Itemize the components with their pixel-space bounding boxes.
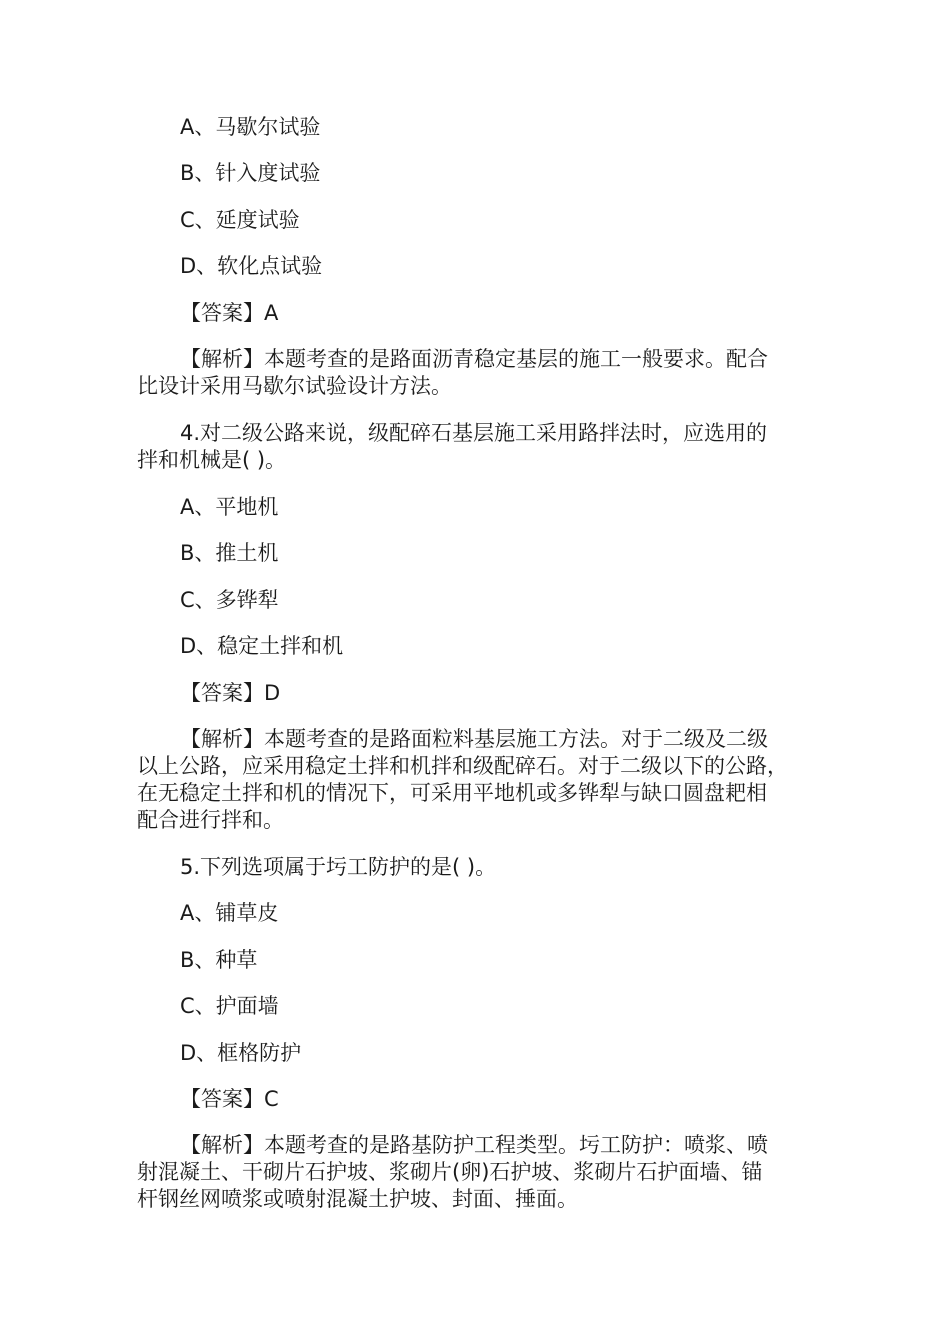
option-c: C、多铧犁: [180, 588, 279, 612]
analysis: [137, 346, 817, 400]
option-c: C、延度试验: [180, 208, 300, 232]
option-a: A、铺草皮: [180, 901, 279, 925]
question-stem: 5.下列选项属于圬工防护的是( )。: [180, 855, 497, 879]
analysis-line: 【解析】本题考查的是路面粒料基层施工方法。对于二级及二级: [180, 727, 768, 751]
answer: 【答案】A: [180, 301, 279, 325]
option-d: D、软化点试验: [180, 254, 323, 278]
analysis-line: 杆钢丝网喷浆或喷射混凝土护坡、封面、捶面。: [137, 1187, 578, 1211]
analysis-line: 【解析】本题考查的是路基防护工程类型。圬工防护：喷浆、喷: [180, 1133, 768, 1157]
answer: 【答案】D: [180, 681, 281, 705]
option-d: D、框格防护: [180, 1041, 302, 1065]
question-stem-line: 拌和机械是( )。: [137, 448, 287, 472]
option-a: A、平地机: [180, 495, 279, 519]
question-stem-line: 4.对二级公路来说，级配碎石基层施工采用路拌法时，应选用的: [180, 421, 768, 445]
option-b: B、种草: [180, 948, 258, 972]
analysis-line: 【解析】本题考查的是路面沥青稳定基层的施工一般要求。配合: [180, 347, 768, 371]
analysis-line: 配合进行拌和。: [137, 808, 284, 832]
analysis-line: 射混凝土、干砌片石护坡、浆砌片(卵)石护坡、浆砌片石护面墙、锚: [137, 1160, 763, 1184]
analysis-line: 比设计采用马歇尔试验设计方法。: [137, 374, 452, 398]
option-b: B、推土机: [180, 541, 279, 565]
option-c: C、护面墙: [180, 994, 279, 1018]
analysis: [137, 1132, 817, 1213]
answer: 【答案】C: [180, 1087, 279, 1111]
analysis: [137, 726, 817, 834]
analysis-line: 以上公路，应采用稳定土拌和机拌和级配碎石。对于二级以下的公路，: [137, 754, 788, 778]
option-a: A、马歇尔试验: [180, 115, 321, 139]
option-d: D、稳定土拌和机: [180, 634, 344, 658]
question-stem: [137, 420, 817, 474]
option-b: B、针入度试验: [180, 161, 321, 185]
analysis-line: 在无稳定土拌和机的情况下，可采用平地机或多铧犁与缺口圆盘耙相: [137, 781, 767, 805]
